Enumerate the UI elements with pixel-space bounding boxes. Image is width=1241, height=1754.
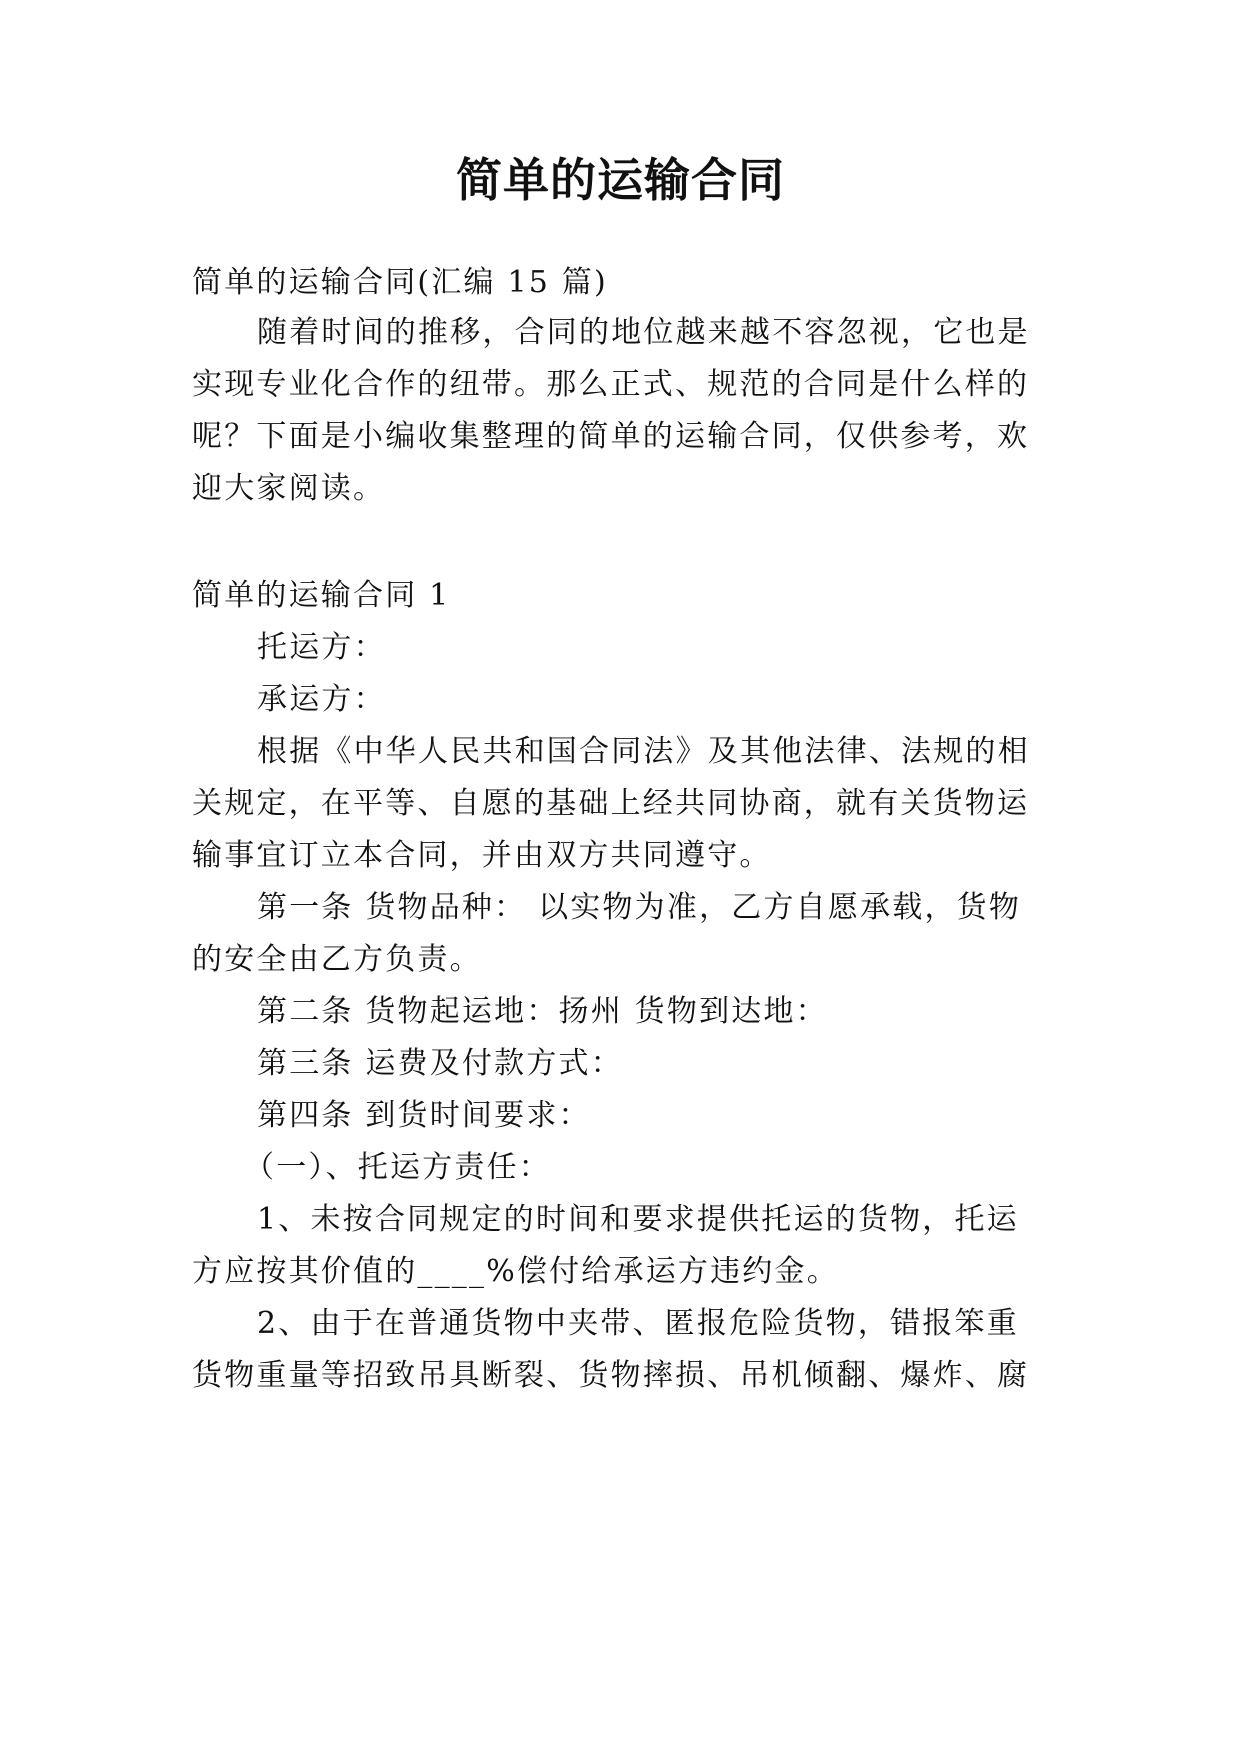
article-3: 第三条 运费及付款方式： [257, 1046, 623, 1081]
intro-line-2: 实现专业化合作的纽带。那么正式、规范的合同是什么样的 [192, 367, 1030, 402]
basis-line-2: 关规定，在平等、自愿的基础上经共同协商，就有关货物运 [192, 786, 1030, 821]
carrier-line: 承运方： [257, 682, 386, 717]
section-heading: 简单的运输合同 1 [192, 578, 451, 613]
article-1-line-2: 的安全由乙方负责。 [192, 942, 482, 977]
article-2: 第二条 货物起运地：扬州 货物到达地： [257, 994, 828, 1029]
basis-line-3: 输事宜订立本合同，并由双方共同遵守。 [192, 838, 772, 873]
item-1-line-1: 1、未按合同规定的时间和要求提供托运的货物，托运 [257, 1202, 1019, 1237]
document-subtitle: 简单的运输合同(汇编 15 篇) [192, 265, 608, 300]
basis-line-1: 根据《中华人民共和国合同法》及其他法律、法规的相 [257, 734, 1030, 769]
clause-heading: （一）、托运方责任： [244, 1150, 551, 1185]
shipper-line: 托运方： [257, 630, 386, 665]
item-2-line-1: 2、由于在普通货物中夹带、匿报危险货物，错报笨重 [257, 1306, 1019, 1341]
item-2-line-2: 货物重量等招致吊具断裂、货物摔损、吊机倾翻、爆炸、腐 [192, 1358, 1030, 1393]
article-1-line-1: 第一条 货物品种： 以实物为准，乙方自愿承载，货物 [257, 890, 1022, 925]
intro-line-3: 呢？下面是小编收集整理的简单的运输合同，仅供参考，欢 [192, 419, 1030, 454]
intro-line-1: 随着时间的推移，合同的地位越来越不容忽视，它也是 [257, 315, 1030, 350]
document-title: 简单的运输合同 [456, 153, 785, 207]
item-1-line-2: 方应按其价值的____%偿付给承运方违约金。 [192, 1254, 839, 1289]
article-4: 第四条 到货时间要求： [257, 1098, 591, 1133]
intro-line-4: 迎大家阅读。 [192, 471, 386, 506]
